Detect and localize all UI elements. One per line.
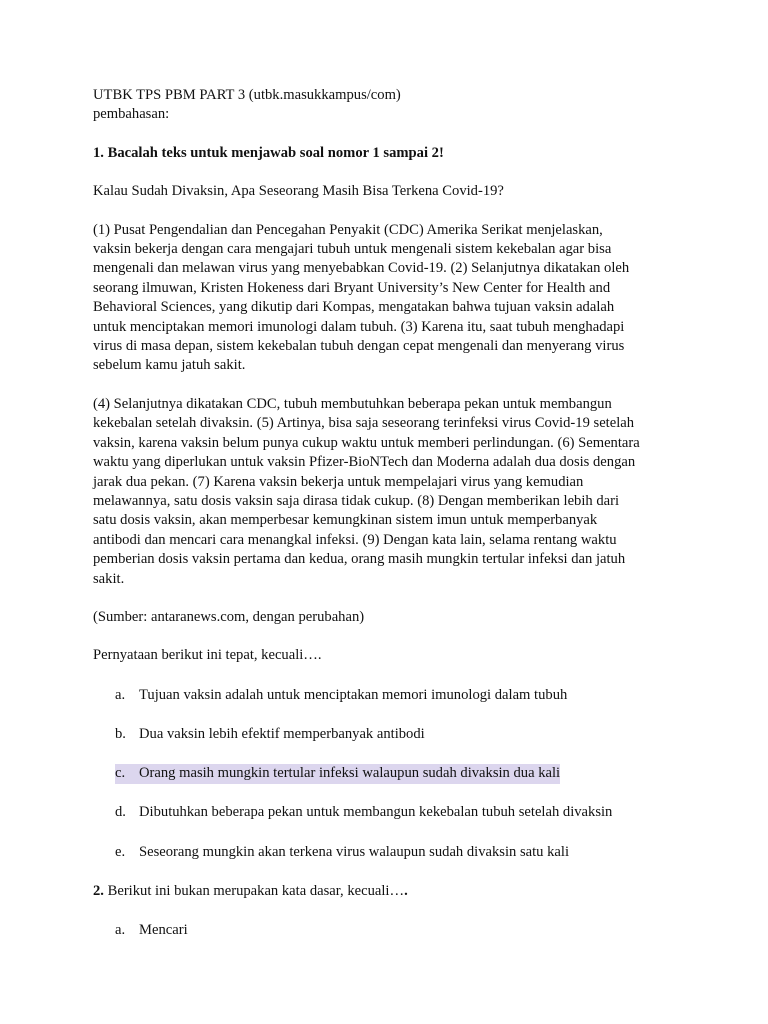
- option-letter: c.: [115, 764, 139, 783]
- option-text: Dua vaksin lebih efektif memperbanyak antibodi: [139, 725, 425, 742]
- option-a[interactable]: [93, 921, 683, 940]
- paragraph-line: mengenali dan melawan virus yang menyebabkan Covid-19. (2) Selanjutnya dikatakan oleh: [93, 260, 630, 277]
- question-1-heading: 1. Bacalah teks untuk menjawab soal nomor 1 sampai 2!: [93, 144, 444, 161]
- option-text: Mencari: [139, 922, 188, 939]
- option-text-highlighted: Orang masih mungkin tertular infeksi walaupun sudah divaksin dua kali: [139, 764, 560, 783]
- option-letter: a.: [115, 922, 126, 939]
- question-2-text: Berikut ini bukan merupakan kata dasar, kecuali…: [103, 882, 405, 899]
- option-letter: d.: [115, 804, 126, 821]
- article-paragraph-2: [93, 395, 673, 589]
- option-e[interactable]: [93, 843, 683, 862]
- option-b[interactable]: [93, 725, 683, 744]
- paragraph-line: (4) Selanjutnya dikatakan CDC, tubuh membutuhkan beberapa pekan untuk membangun: [93, 395, 612, 412]
- question-2-number: 2.: [93, 882, 104, 899]
- question-2-options: [93, 921, 683, 940]
- article-title: Kalau Sudah Divaksin, Apa Seseorang Masih Bisa Terkena Covid-19?: [93, 183, 504, 200]
- paragraph-line: kekebalan setelah divaksin. (5) Artinya, bisa saja seseorang terinfeksi virus Covid-19 setelah: [93, 415, 635, 432]
- option-d[interactable]: [93, 803, 683, 822]
- paragraph-line: vaksin, karena vaksin belum punya cukup waktu untuk memberi perlindungan. (6) Sementara: [93, 434, 640, 451]
- option-c[interactable]: [93, 764, 683, 783]
- paragraph-line: sebelum kamu jatuh sakit.: [93, 357, 246, 374]
- option-a[interactable]: [93, 686, 683, 705]
- paragraph-line: waktu yang diperlukan untuk vaksin Pfizer-BioNTech dan Moderna adalah dua dosis dengan: [93, 454, 636, 471]
- document-subtitle: pembahasan:: [93, 106, 170, 123]
- article-paragraph-1: [93, 221, 673, 376]
- question-1-options: [93, 686, 683, 862]
- paragraph-line: virus di masa depan, sistem kekebalan tubuh dengan cepat mengenali dan menyerang virus: [93, 338, 625, 355]
- article-source: (Sumber: antaranews.com, dengan perubahan): [93, 608, 365, 625]
- document-title: UTBK TPS PBM PART 3 (utbk.masukkampus/com): [93, 87, 401, 103]
- option-text: Tujuan vaksin adalah untuk menciptakan memori imunologi dalam tubuh: [139, 686, 568, 703]
- paragraph-line: Behavioral Sciences, yang dikutip dari Kompas, mengatakan bahwa tujuan vaksin adalah: [93, 299, 615, 316]
- paragraph-line: pemberian dosis vaksin pertama dan kedua, orang masih mungkin tertular infeksi dan jatuh: [93, 551, 626, 568]
- option-letter: e.: [115, 843, 126, 860]
- paragraph-line: melawannya, satu dosis vaksin saja dirasa tidak cukup. (8) Dengan memberikan lebih dari: [93, 492, 620, 509]
- question-2-stem: [93, 882, 683, 901]
- paragraph-line: jarak dua pekan. (7) Karena vaksin bekerja untuk mempelajari virus yang kemudian: [93, 473, 584, 490]
- paragraph-line: vaksin bekerja dengan cara mengajari tubuh untuk mengenali sistem kekebalan agar bisa: [93, 241, 612, 258]
- paragraph-line: untuk menciptakan memori imunologi dalam tubuh. (3) Karena itu, saat tubuh menghadapi: [93, 318, 625, 335]
- paragraph-line: seorang ilmuwan, Kristen Hokeness dari Bryant University’s New Center for Health and: [93, 279, 611, 296]
- option-letter: b.: [115, 725, 126, 742]
- paragraph-line: (1) Pusat Pengendalian dan Pencegahan Penyakit (CDC) Amerika Serikat menjelaskan,: [93, 221, 603, 238]
- option-text: Seseorang mungkin akan terkena virus walaupun sudah divaksin satu kali: [139, 843, 570, 860]
- paragraph-line: sakit.: [93, 570, 125, 587]
- paragraph-line: satu dosis vaksin, akan memperbesar kemungkinan sistem imun untuk memperbanyak: [93, 512, 598, 529]
- option-text: Dibutuhkan beberapa pekan untuk membangun kekebalan tubuh setelah divaksin: [139, 804, 613, 821]
- paragraph-line: antibodi dan mencari cara menangkal infeksi. (9) Dengan kata lain, selama rentang waktu: [93, 531, 617, 548]
- question-1-stem: Pernyataan berikut ini tepat, kecuali….: [93, 647, 322, 664]
- question-2-text-end: .: [404, 882, 408, 899]
- document-page: [93, 86, 683, 960]
- option-letter: a.: [115, 686, 126, 703]
